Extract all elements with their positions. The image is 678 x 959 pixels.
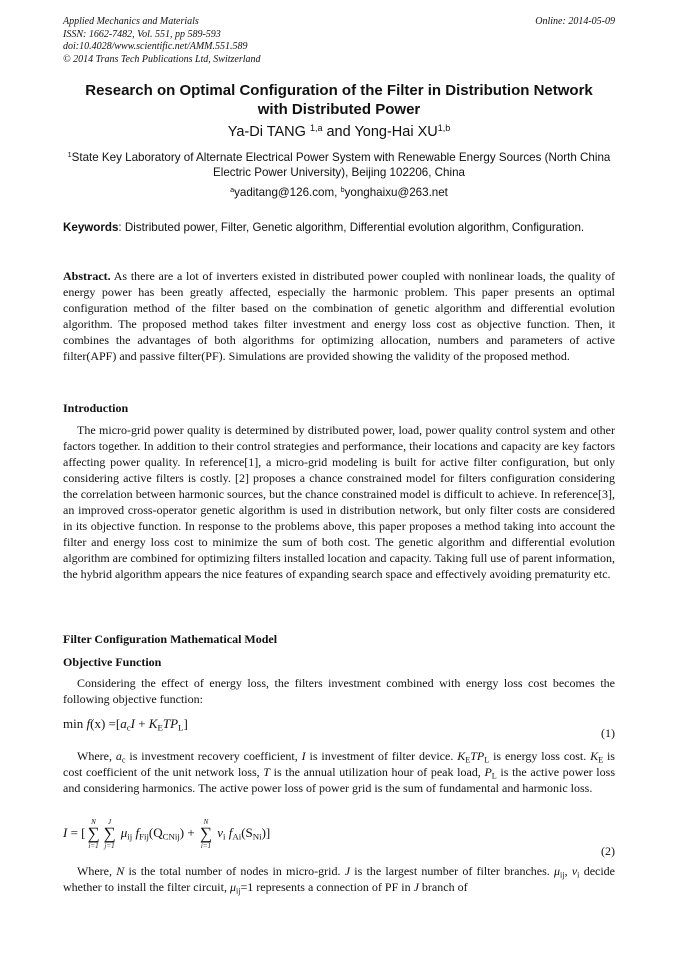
introduction-text: The micro-grid power quality is determined by distributed power, load, power quality control system and other factors together. In addition to their control strategies and performance, their locations and capacity are key factors affecting power quality. In reference[1], a micro-grid modeling is built for active filter configuration, but only considering active filters is costly. [2] proposes a chance constrained model for filters configuration considering the correlation between harmonic sources, but the chance constrained model is difficult to achieve. In reference[3], an improved cross-operator genetic algorithm is used in distribution network, but only filter costs are considered in its objective function. In response to the problems above, this paper proposes a method taking into account the filter and energy loss cost to minimize the sum of both cost. The genetic algorithm and differential evolution algorithm are combined for optimizing filters installed location and capacity. Taking full use of parent information, the hybrid algorithm appears the nice features of expanding search space and effectively avoiding prematurity etc. [63,423,615,581]
eq2-v: v [217,824,224,840]
eq2-f2: f [228,824,233,840]
eq2-S: (S [241,824,253,840]
journal-name: Applied Mechanics and Materials [63,16,199,27]
keywords [63,221,615,235]
w2-t2: is the total number of nodes in micro-grid. [124,864,345,878]
affiliation [63,150,615,180]
sigma-icon: ∑ [87,824,100,843]
w2-mu2: μ [229,880,236,894]
eq2-f2-sub: Ai [232,831,242,842]
eq2-S-sub: Ni [252,831,262,842]
w2-J2: J [413,880,419,894]
subsection-heading-objective: Objective Function [63,655,162,669]
eq1-K-sub: E [157,722,163,733]
eq2-mu: μ [120,824,128,840]
online-date: Online: 2014-05-09 [535,16,615,27]
w2-mu2-sub: ij [235,886,241,896]
introduction-heading: Introduction [63,401,129,415]
eq1-a-sub: c [126,722,131,733]
w1-KE: K [457,749,466,763]
journal-header [63,16,615,66]
emails [63,185,615,200]
sum-symbol-i [86,818,102,850]
w2-J: J [344,864,351,878]
w2-t7: branch of [418,880,468,894]
w2-t6: =1 represents a connection of PF in [240,880,414,894]
eq1-f: f [86,716,91,731]
w1-t6: is the annual utilization hour of peak load, [269,765,485,779]
w1-ac-sub: c [121,755,126,765]
author-2: and Yong-Hai XU [322,124,438,140]
journal-copyright: © 2014 Trans Tech Publications Ltd, Switzerland [63,53,261,65]
objective-paragraph: Considering the effect of energy loss, the filters investment combined with energy loss cost becomes the following objective function: [63,676,615,706]
equation-2-number: (2) [601,844,615,858]
eq2-f-sub: Fij [139,831,149,842]
eq2-Q-sub: CNij [162,831,180,842]
sum-j-upper: J [107,818,112,826]
w1-t7: is the active power loss and considering harmonics. The active power loss of power grid is the sum of fundamental and harmonic loss. [63,765,615,795]
abstract-text: As there are a lot of inverters existed in distributed power coupled with nonlinear loads, the quality of energy power has been greatly affected, especially the harmonic problem. This paper presents an optimal configuration method of the filter based on the combination of genetic algorithm and differential evolution algorithm. The proposed method takes filter investment and energy loss cost as objective function. Then, it combines the advantages of both algorithms for optimizing allocation, numbers and parameters of active filter(APF) and passive filter(PF). Simulations are provided showing the validity of the proposed method. [63,269,615,363]
eq1-min: min [63,716,87,731]
eq1-x: (x) =[ [90,716,121,731]
eq1-a: a [120,716,127,731]
email-a[interactable]: yaditang@126.com, [234,186,341,199]
w1-KE2: K [590,749,599,763]
title-line-1: Research on Optimal Configuration of the Filter in Distribution Network [85,82,593,99]
eq2-Q-close: ) [179,824,185,840]
eq2-v-sub: i [223,831,226,842]
w1-KE2-sub: E [598,755,604,765]
w1-T: T [263,765,270,779]
sum-symbol-j [102,818,118,850]
email-b-mark: b [340,185,345,195]
w2-t1: Where, [77,864,117,878]
affiliation-mark: 1 [67,150,72,160]
authors [58,123,620,141]
w1-t5: is cost coefficient of the unit network loss, [63,749,615,779]
w1-t3: is investment of filter device. [305,749,458,763]
eq1-TP: TP [162,716,179,731]
equation-2 [63,814,615,858]
w1-t4: is energy loss cost. [489,749,591,763]
w2-t4: , [564,864,572,878]
w1-KE-sub: E [465,755,471,765]
eq1-P-sub: L [178,722,184,733]
keywords-text: : Distributed power, Filter, Genetic algorithm, Differential evolution algorithm, Configuration. [118,221,585,234]
sum-i-upper: N [91,818,96,826]
w1-t2: is investment recovery coefficient, [125,749,302,763]
author-2-affil: 1,b [437,123,451,134]
w2-t5: decide whether to install the filter circuit, [63,864,616,894]
w2-v-sub: i [577,870,580,880]
sigma-icon: ∑ [103,824,116,843]
eq1-plus: + [134,716,149,731]
where-paragraph-2 [63,863,615,895]
eq2-mu-sub: ij [127,831,133,842]
paper-title [58,81,620,119]
equation-1-number: (1) [601,726,615,740]
author-1: Ya-Di TANG [227,124,310,140]
w1-TPL: TP [470,749,485,763]
equation-1-body [63,716,188,732]
sum-i-lower: i=1 [88,842,99,850]
w1-TPL-sub: L [484,755,490,765]
eq2-I: I [63,824,68,840]
w1-ac: a [115,749,122,763]
author-1-affil: 1,a [309,123,323,134]
keywords-label: Keywords [63,221,119,234]
equation-2-body [63,818,270,850]
section-heading-model: Filter Configuration Mathematical Model [63,632,278,646]
eq2-f: f [135,824,140,840]
sum-j-lower: j=1 [104,842,115,850]
w2-mu: μ [554,864,561,878]
affiliation-text: State Key Laboratory of Alternate Electrical Power System with Renewable Energy Sources (North China Electric Power University), Beijing 102206, China [71,151,611,179]
eq1-I: I [130,716,135,731]
sum-i2-upper: N [203,818,209,826]
w1-PL: P [484,765,492,779]
eq1-close: ] [183,716,188,731]
w2-v: v [571,864,578,878]
eq1-K: K [148,716,158,731]
equation-1 [63,712,615,742]
w2-t3: is the largest number of filter branches. [350,864,555,878]
abstract [63,268,615,364]
w1-t1: Where, [77,749,116,763]
sum-i2-lower: i=1 [200,842,212,850]
title-line-2: with Distributed Power [257,101,421,118]
eq2-S-close: )] [261,824,271,840]
where-paragraph-1 [63,748,615,796]
sum-symbol-i2 [198,818,214,850]
email-a-mark: a [230,185,235,195]
email-b[interactable]: yonghaixu@263.net [344,186,448,199]
eq2-eq: = [ [67,824,86,840]
journal-issn: ISSN: 1662-7482, Vol. 551, pp 589-593 [63,28,221,40]
sigma-icon: ∑ [199,824,213,843]
abstract-label: Abstract. [63,269,111,283]
w1-PL-sub: L [491,771,497,781]
eq2-Q: (Q [148,824,163,840]
journal-doi: doi:10.4028/www.scientific.net/AMM.551.589 [63,41,248,52]
w2-N: N [116,864,125,878]
eq2-plus: + [184,824,198,840]
w1-I: I [301,749,306,763]
w2-mu-sub: ij [560,870,565,880]
